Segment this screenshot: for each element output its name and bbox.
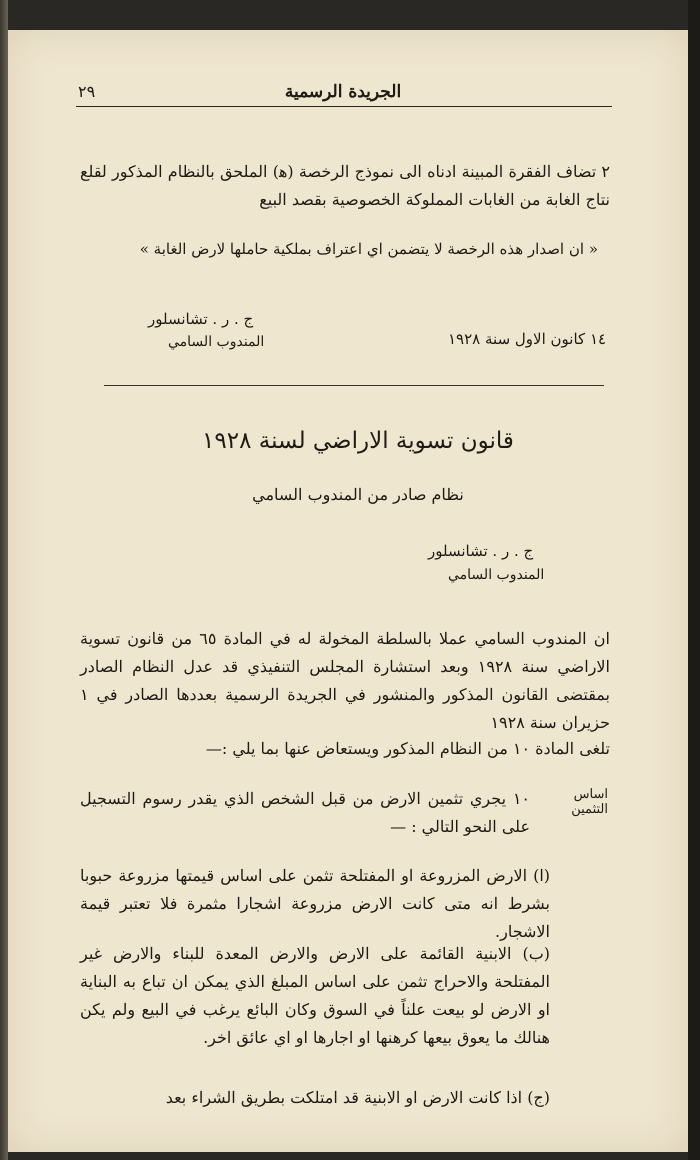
item-c: (ج) اذا كانت الارض او الابنية قد امتلكت بطريق الشراء بعد — [165, 1088, 550, 1107]
scan-background-edge — [688, 0, 700, 1160]
amendment-paragraph: ٢ تضاف الفقرة المبينة ادناه الى نموذج الرخصة (ﻫ) الملحق بالنظام المذكور لقلع نتاج الغابة من الغابات المملوكة الخصوصية بقصد البيع — [80, 162, 610, 209]
signatory-title: المندوب السامي — [168, 334, 265, 350]
document-page — [8, 30, 688, 1152]
repeal-clause: تلغى المادة ١٠ من النظام المذكور ويستعاض عنها بما يلي :— — [205, 739, 610, 758]
running-head — [78, 78, 608, 108]
law-title: قانون تسوية الاراضي لسنة ١٩٢٨ — [202, 428, 514, 454]
law-signatory-title: المندوب السامي — [448, 567, 545, 583]
law-signatory-name: ج . ر . تشانسلور — [428, 542, 534, 560]
journal-title: الجريدة الرسمية — [284, 82, 402, 102]
section-divider — [104, 385, 604, 386]
law-subtitle: نظام صادر من المندوب السامي — [252, 485, 464, 504]
header-rule — [76, 106, 612, 107]
item-b: (ب) الابنية القائمة على الارض والارض المعدة للبناء والارض غير المفتلحة والاحراج تثمن على اساس المبلغ الذي يمكن ان تباع به البناية او الارض لو بيعت علناً في السوق وكان البائع يرغب في البيع ولم يكن هنالك ما يعوق بيعها كرهنها او اجارها او اي عائق اخر. — [80, 944, 550, 1047]
page-binding-edge — [0, 0, 8, 1160]
margin-note: اساس التثمين — [571, 787, 608, 817]
signatory-name: ج . ر . تشانسلور — [148, 310, 254, 328]
item-a: (ا) الارض المزروعة او المفتلحة تثمن على اساس قيمتها مزروعة حبوبا بشرط انه متى كانت الارض مزروعة اشجارا مثمرة فلا تعتبر قيمة الاشجار. — [80, 866, 550, 941]
article-10: ١٠ يجري تثمين الارض من قبل الشخص الذي يقدر رسوم التسجيل على النحو التالي : — — [80, 789, 530, 836]
law-preamble: ان المندوب السامي عملا بالسلطة المخولة له في المادة ٦٥ من قانون تسوية الاراضي سنة ١٩٢٨ وبعد استشارة المجلس التنفيذي قد عدل النظام الصادر بمقتضى القانون المذكور والمنشور في الجريدة الرسمية بعددها الصادر في ١ حزيران سنة ١٩٢٨ — [80, 629, 610, 732]
amendment-quote: « ان اصدار هذه الرخصة لا يتضمن اي اعتراف بملكية حاملها لارض الغابة » — [139, 240, 598, 258]
page-number: ٢٩ — [78, 82, 96, 101]
signature-date: ١٤ كانون الاول سنة ١٩٢٨ — [448, 330, 607, 348]
